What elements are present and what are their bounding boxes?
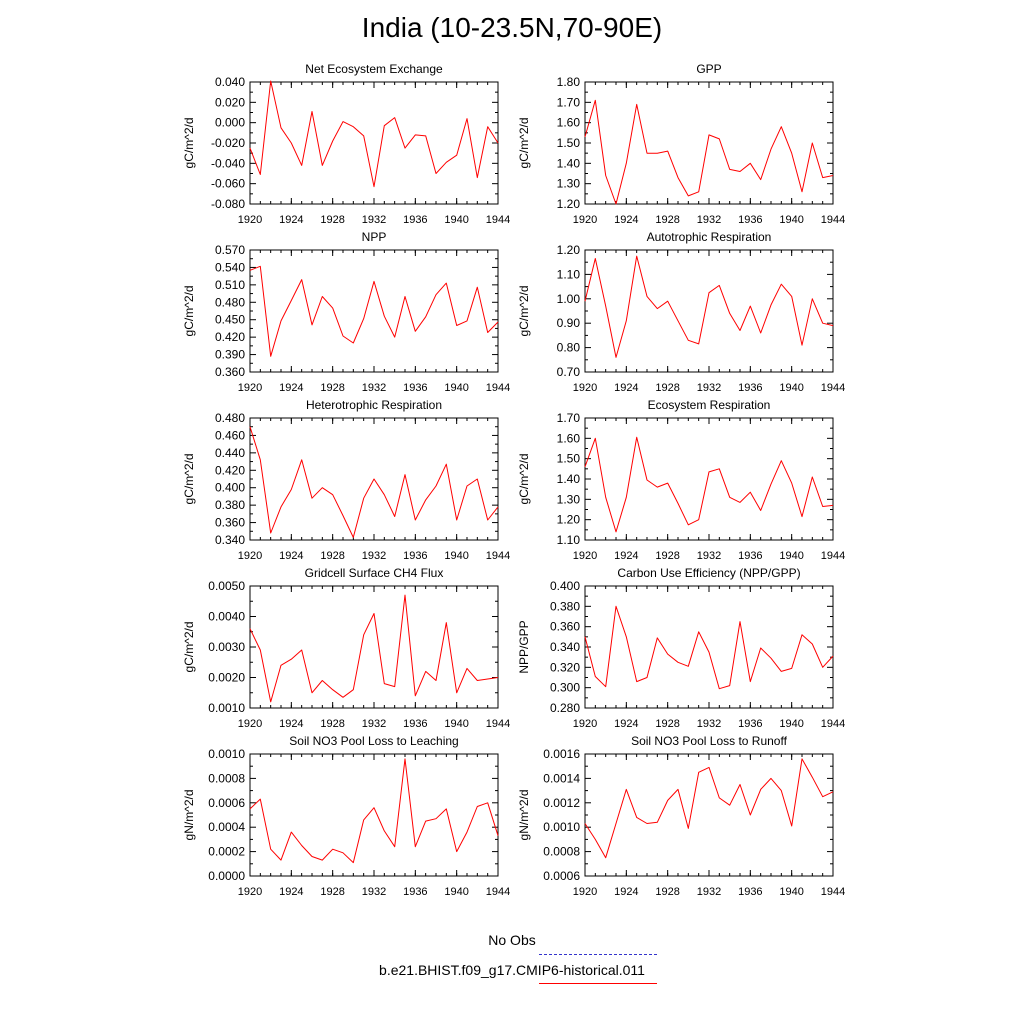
x-tick-label: 1920 (572, 550, 598, 562)
y-tick-label: 0.0000 (208, 869, 245, 883)
x-tick-label: 1928 (320, 214, 345, 226)
x-tick-label: 1928 (320, 886, 345, 898)
y-tick-label: -0.020 (210, 136, 245, 150)
figure-title: India (10-23.5N,70-90E) (361, 12, 663, 43)
x-tick-label: 1940 (444, 718, 469, 730)
chart-4-ylabel: gC/m^2/d (182, 453, 196, 505)
y-tick-label: 0.440 (214, 445, 245, 460)
x-tick-label: 1936 (403, 886, 428, 898)
y-tick-label: 0.390 (214, 347, 245, 362)
y-tick-label: 0.450 (214, 312, 245, 327)
y-tick-label: -0.080 (210, 197, 245, 211)
x-tick-label: 1936 (738, 382, 763, 394)
chart-panel (517, 230, 845, 394)
x-tick-label: 1924 (279, 718, 304, 730)
y-tick-label: 1.40 (556, 472, 580, 486)
y-tick-label: 0.0006 (208, 795, 245, 810)
chart-6-frame (250, 586, 498, 708)
y-tick-label: 0.0016 (543, 747, 580, 761)
y-tick-label: 0.80 (556, 340, 580, 355)
y-tick-label: 1.00 (556, 291, 580, 306)
chart-3-ylabel: gC/m^2/d (517, 285, 531, 337)
x-tick-label: 1924 (279, 214, 304, 226)
chart-3-title: Autotrophic Respiration (646, 230, 772, 244)
chart-7-title: Carbon Use Efficiency (NPP/GPP) (617, 566, 801, 580)
x-tick-label: 1928 (320, 718, 345, 730)
chart-0-series-line (250, 81, 498, 187)
y-tick-label: -0.060 (210, 176, 245, 191)
y-tick-label: 0.360 (214, 515, 245, 530)
x-tick-label: 1924 (279, 886, 304, 898)
y-tick-label: 0.400 (549, 579, 580, 593)
legend-model-line (539, 983, 657, 984)
x-tick-label: 1920 (237, 214, 263, 226)
chart-5-series-line (585, 437, 833, 532)
x-tick-label: 1944 (485, 886, 511, 898)
x-tick-label: 1944 (820, 886, 846, 898)
chart-4-title: Heterotrophic Respiration (305, 398, 443, 412)
y-tick-label: 0.540 (214, 260, 245, 275)
chart-panel (182, 230, 510, 394)
y-tick-label: 1.30 (556, 176, 580, 191)
x-tick-label: 1944 (485, 382, 511, 394)
chart-1-title: GPP (696, 62, 722, 76)
y-tick-label: 0.0010 (543, 820, 580, 835)
y-tick-label: 1.70 (556, 411, 580, 425)
x-tick-label: 1944 (820, 382, 846, 394)
legend-obs-line (539, 954, 657, 955)
x-tick-label: 1940 (444, 382, 469, 394)
chart-9-title: Soil NO3 Pool Loss to Runoff (631, 734, 787, 748)
chart-8-ylabel: gN/m^2/d (182, 789, 196, 841)
y-tick-label: 0.360 (549, 619, 580, 634)
chart-2-frame (250, 250, 498, 372)
chart-2-ylabel: gC/m^2/d (182, 285, 196, 337)
x-tick-label: 1920 (572, 886, 598, 898)
y-tick-label: 1.80 (556, 75, 580, 89)
x-tick-label: 1920 (237, 718, 263, 730)
chart-2-series-line (250, 266, 498, 356)
y-tick-label: 0.000 (214, 115, 245, 130)
x-tick-label: 1932 (361, 382, 387, 394)
x-tick-label: 1932 (361, 214, 387, 226)
y-tick-label: 0.0012 (543, 795, 580, 810)
x-tick-label: 1928 (320, 550, 345, 562)
chart-3-frame (585, 250, 833, 372)
x-tick-label: 1936 (738, 718, 763, 730)
x-tick-label: 1932 (361, 718, 387, 730)
chart-4-series-line (250, 427, 498, 538)
y-tick-label: 1.40 (556, 156, 580, 171)
chart-7-series-line (585, 606, 833, 688)
y-tick-label: 1.60 (556, 115, 580, 130)
x-tick-label: 1940 (779, 886, 804, 898)
x-tick-label: 1920 (572, 718, 598, 730)
x-tick-label: 1932 (696, 382, 722, 394)
y-tick-label: 0.0010 (208, 747, 245, 761)
chart-panel (182, 734, 510, 898)
x-tick-label: 1924 (614, 886, 639, 898)
x-tick-label: 1932 (696, 718, 722, 730)
y-tick-label: 0.0008 (543, 844, 580, 859)
y-tick-label: -0.040 (210, 156, 245, 171)
y-tick-label: 0.380 (214, 498, 245, 513)
y-tick-label: 0.400 (214, 480, 245, 495)
y-tick-label: 0.320 (549, 660, 580, 675)
y-tick-label: 0.280 (549, 701, 580, 715)
y-tick-label: 1.60 (556, 431, 580, 446)
x-tick-label: 1928 (655, 214, 680, 226)
x-tick-label: 1928 (655, 886, 680, 898)
y-tick-label: 0.0008 (208, 771, 245, 786)
chart-9-frame (585, 754, 833, 876)
x-tick-label: 1940 (444, 886, 469, 898)
y-tick-label: 1.70 (556, 95, 580, 110)
y-tick-label: 0.0030 (208, 640, 245, 654)
y-tick-label: 1.20 (556, 512, 580, 527)
x-tick-label: 1936 (403, 550, 428, 562)
x-tick-label: 1940 (779, 550, 804, 562)
chart-9-series-line (585, 759, 833, 858)
chart-8-series-line (250, 759, 498, 863)
y-tick-label: 1.20 (556, 243, 580, 257)
y-tick-label: 0.480 (214, 411, 245, 425)
chart-3-series-line (585, 256, 833, 357)
x-tick-label: 1944 (485, 550, 511, 562)
chart-panel (517, 398, 845, 562)
x-tick-label: 1940 (779, 382, 804, 394)
chart-panel (517, 734, 845, 898)
x-tick-label: 1940 (444, 214, 469, 226)
y-tick-label: 0.020 (214, 95, 245, 110)
chart-1-series-line (585, 100, 833, 204)
y-tick-label: 1.50 (556, 451, 580, 466)
x-tick-label: 1924 (614, 550, 639, 562)
x-tick-label: 1924 (614, 214, 639, 226)
x-tick-label: 1944 (485, 718, 511, 730)
x-tick-label: 1932 (696, 550, 722, 562)
legend-obs-label: No Obs (488, 932, 536, 948)
chart-7-frame (585, 586, 833, 708)
chart-panel (517, 566, 845, 730)
y-tick-label: 0.340 (214, 533, 245, 547)
y-tick-label: 0.380 (549, 599, 580, 614)
x-tick-label: 1936 (403, 214, 428, 226)
x-tick-label: 1920 (572, 214, 598, 226)
y-tick-label: 1.30 (556, 492, 580, 507)
y-tick-label: 0.90 (556, 316, 580, 331)
x-tick-label: 1932 (361, 550, 387, 562)
x-tick-label: 1936 (738, 214, 763, 226)
chart-panel (517, 62, 845, 226)
x-tick-label: 1928 (655, 718, 680, 730)
chart-1-ylabel: gC/m^2/d (517, 117, 531, 169)
y-tick-label: 1.10 (556, 533, 580, 547)
y-tick-label: 0.420 (214, 463, 245, 478)
x-tick-label: 1936 (738, 886, 763, 898)
chart-5-frame (585, 418, 833, 540)
chart-0-ylabel: gC/m^2/d (182, 117, 196, 169)
x-tick-label: 1936 (738, 550, 763, 562)
chart-panel (182, 398, 510, 562)
legend-model-label: b.e21.BHIST.f09_g17.CMIP6-historical.011 (379, 962, 645, 978)
x-tick-label: 1928 (655, 550, 680, 562)
y-tick-label: 0.510 (214, 277, 245, 292)
chart-panel (182, 566, 510, 730)
x-tick-label: 1924 (614, 382, 639, 394)
y-tick-label: 0.0010 (208, 701, 245, 715)
x-tick-label: 1944 (485, 214, 511, 226)
y-tick-label: 0.300 (549, 680, 580, 695)
chart-panel (182, 62, 510, 226)
x-tick-label: 1940 (779, 718, 804, 730)
y-tick-label: 0.0040 (208, 609, 245, 624)
y-tick-label: 1.50 (556, 136, 580, 150)
y-tick-label: 0.420 (214, 330, 245, 345)
y-tick-label: 1.20 (556, 197, 580, 211)
x-tick-label: 1944 (820, 550, 846, 562)
chart-5-title: Ecosystem Respiration (647, 398, 771, 412)
x-tick-label: 1932 (696, 886, 722, 898)
x-tick-label: 1920 (237, 886, 263, 898)
x-tick-label: 1936 (403, 382, 428, 394)
chart-2-title: NPP (361, 230, 387, 244)
x-tick-label: 1940 (444, 550, 469, 562)
chart-8-title: Soil NO3 Pool Loss to Leaching (289, 734, 459, 748)
chart-6-title: Gridcell Surface CH4 Flux (304, 566, 444, 580)
y-tick-label: 0.0050 (208, 579, 245, 593)
y-tick-label: 0.480 (214, 295, 245, 310)
x-tick-label: 1944 (820, 214, 846, 226)
x-tick-label: 1944 (820, 718, 846, 730)
chart-7-ylabel: NPP/GPP (517, 620, 531, 674)
y-tick-label: 0.460 (214, 428, 245, 443)
y-tick-label: 0.040 (214, 75, 245, 89)
y-tick-label: 0.570 (214, 243, 245, 257)
y-tick-label: 0.360 (214, 365, 245, 379)
y-tick-label: 0.0002 (208, 844, 245, 859)
y-tick-label: 0.0004 (208, 820, 245, 835)
y-tick-label: 0.0014 (543, 771, 580, 786)
chart-0-title: Net Ecosystem Exchange (305, 62, 443, 76)
y-tick-label: 0.70 (556, 365, 580, 379)
x-tick-label: 1924 (279, 382, 304, 394)
x-tick-label: 1932 (361, 886, 387, 898)
x-tick-label: 1920 (572, 382, 598, 394)
chart-5-ylabel: gC/m^2/d (517, 453, 531, 505)
y-tick-label: 0.0020 (208, 670, 245, 685)
x-tick-label: 1928 (655, 382, 680, 394)
y-tick-label: 1.10 (556, 267, 580, 282)
x-tick-label: 1928 (320, 382, 345, 394)
x-tick-label: 1920 (237, 382, 263, 394)
x-tick-label: 1920 (237, 550, 263, 562)
x-tick-label: 1940 (779, 214, 804, 226)
chart-8-frame (250, 754, 498, 876)
chart-6-ylabel: gC/m^2/d (182, 621, 196, 673)
chart-1-frame (585, 82, 833, 204)
chart-9-ylabel: gN/m^2/d (517, 789, 531, 841)
x-tick-label: 1924 (279, 550, 304, 562)
chart-6-series-line (250, 595, 498, 702)
x-tick-label: 1936 (403, 718, 428, 730)
x-tick-label: 1932 (696, 214, 722, 226)
y-tick-label: 0.340 (549, 640, 580, 654)
y-tick-label: 0.0006 (543, 869, 580, 883)
x-tick-label: 1924 (614, 718, 639, 730)
